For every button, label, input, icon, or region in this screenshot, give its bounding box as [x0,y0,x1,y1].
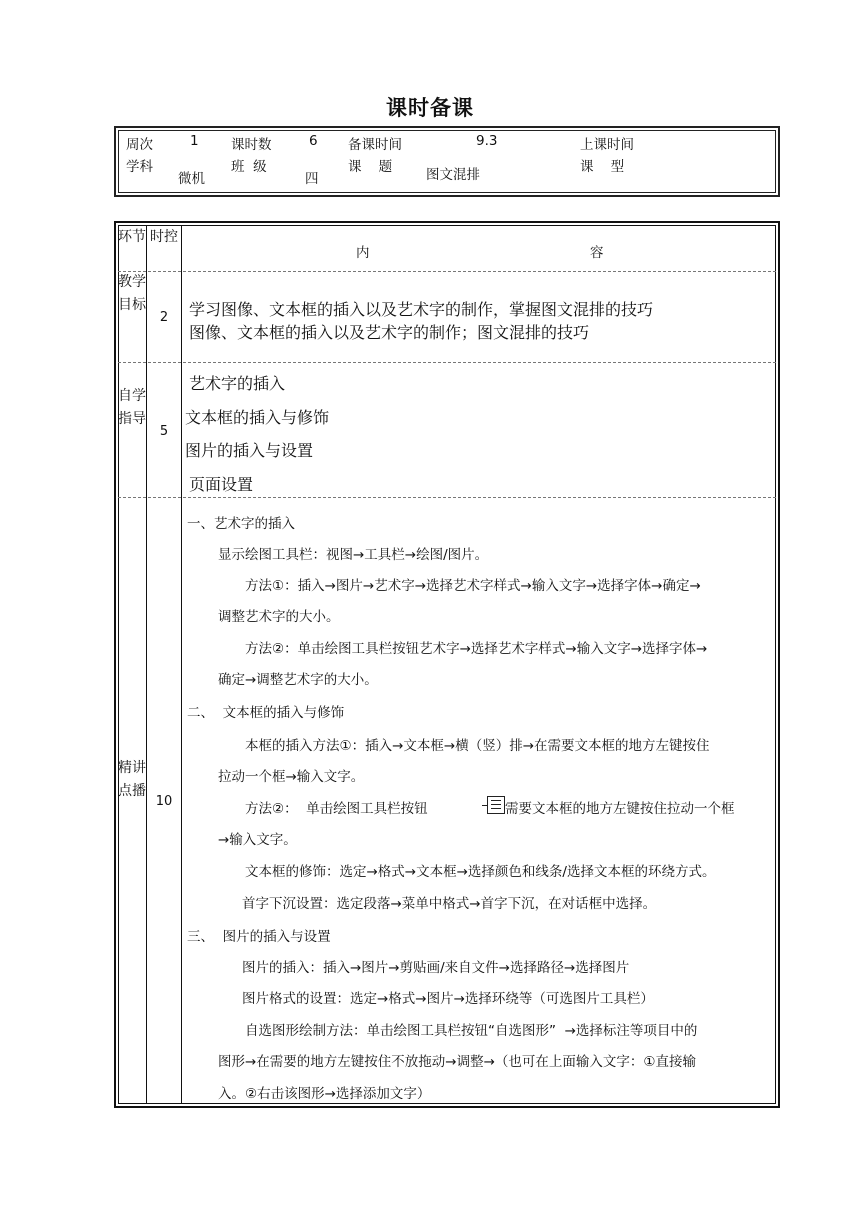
study-item: 图片的插入与设置 [185,441,314,460]
hours-label: 课时数 [231,137,272,153]
goal-line: 图像、文本框的插入以及艺术字的制作；图文混排的技巧 [189,323,590,342]
page-title: 课时备课 [386,96,474,120]
goal-line: 学习图像、文本框的插入以及艺术字的制作，掌握图文混排的技巧 [189,300,654,319]
week-value: 1 [190,133,199,149]
stage-self-study: 自学指导 [118,388,146,427]
topic-value: 图文混排 [426,167,480,183]
header-content-left: 内 [356,245,370,261]
subject-value: 微机 [178,171,205,187]
lecture-line: 需要文本框的地方左键按住拉动一个框 [505,801,735,817]
section-heading: 一、艺术字的插入 [187,516,295,532]
header-box-inner [118,130,776,193]
lecture-line: 入。②右击该图形→选择添加文字） [218,1086,431,1102]
lecture-line: 方法②：单击绘图工具栏按钮艺术字→选择艺术字样式→输入文字→选择字体→ [245,641,708,657]
lecture-line: 图形→在需要的地方左键按住不放拖动→调整→（也可在上面输入文字：①直接输 [218,1054,697,1070]
week-label: 周次 [126,137,153,153]
row-divider-2 [118,362,776,363]
lecture-line: →输入文字。 [218,832,297,848]
row-divider-1 [118,271,776,272]
prep-time-label: 备课时间 [348,137,402,153]
lecture-line: 文本框的修饰：选定→格式→文本框→选择颜色和线条/选择文本框的环绕方式。 [245,864,716,880]
textbox-toolbar-icon [487,796,505,814]
study-item: 艺术字的插入 [189,374,286,393]
time-self-study: 5 [159,424,169,439]
lecture-line: 首字下沉设置：选定段落→菜单中格式→首字下沉，在对话框中选择。 [242,896,657,912]
lecture-line: 方法②： 单击绘图工具栏按钮 [245,801,428,817]
lecture-line: 确定→调整艺术字的大小。 [218,672,378,688]
subject-label: 学科 [126,159,153,175]
prep-time-value: 9.3 [476,133,498,149]
time-lecture: 10 [155,794,173,809]
header-content-right: 容 [590,245,604,261]
hours-value: 6 [309,133,318,149]
lecture-line: 调整艺术字的大小。 [218,609,340,625]
section-heading: 三、 图片的插入与设置 [187,929,331,945]
column-divider-2 [181,225,182,1104]
grade-value: 四 [305,171,319,187]
row-divider-3 [118,497,776,498]
study-item: 页面设置 [189,475,254,494]
stage-teaching-goals: 教学目标 [118,274,146,313]
header-stage: 环节 [118,229,146,245]
column-divider-1 [146,225,147,1104]
lecture-line: 自选图形绘制方法：单击绘图工具栏按钮“自选图形” →选择标注等项目中的 [245,1023,698,1039]
lecture-line: 本框的插入方法①：插入→文本框→横（竖）排→在需要文本框的地方左键按住 [245,738,710,754]
lecture-line: 图片的插入：插入→图片→剪贴画/来自文件→选择路径→选择图片 [242,960,630,976]
class-time-label: 上课时间 [580,137,634,153]
study-item: 文本框的插入与修饰 [185,408,330,427]
section-heading: 二、 文本框的插入与修饰 [187,705,345,721]
topic-label: 课 题 [348,159,393,175]
lecture-line: 拉动一个框→输入文字。 [218,769,365,785]
lecture-line: 图片格式的设置：选定→格式→图片→选择环绕等（可选图片工具栏） [242,991,654,1007]
lecture-line: 方法①：插入→图片→艺术字→选择艺术字样式→输入文字→选择字体→确定→ [245,578,701,594]
grade-label: 班 级 [231,159,267,175]
stage-lecture: 精讲点播 [118,760,146,799]
time-teaching-goals: 2 [159,310,169,325]
type-label: 课 型 [580,159,625,175]
header-time: 时控 [150,229,178,245]
lecture-line: 显示绘图工具栏：视图→工具栏→绘图/图片。 [218,547,489,563]
